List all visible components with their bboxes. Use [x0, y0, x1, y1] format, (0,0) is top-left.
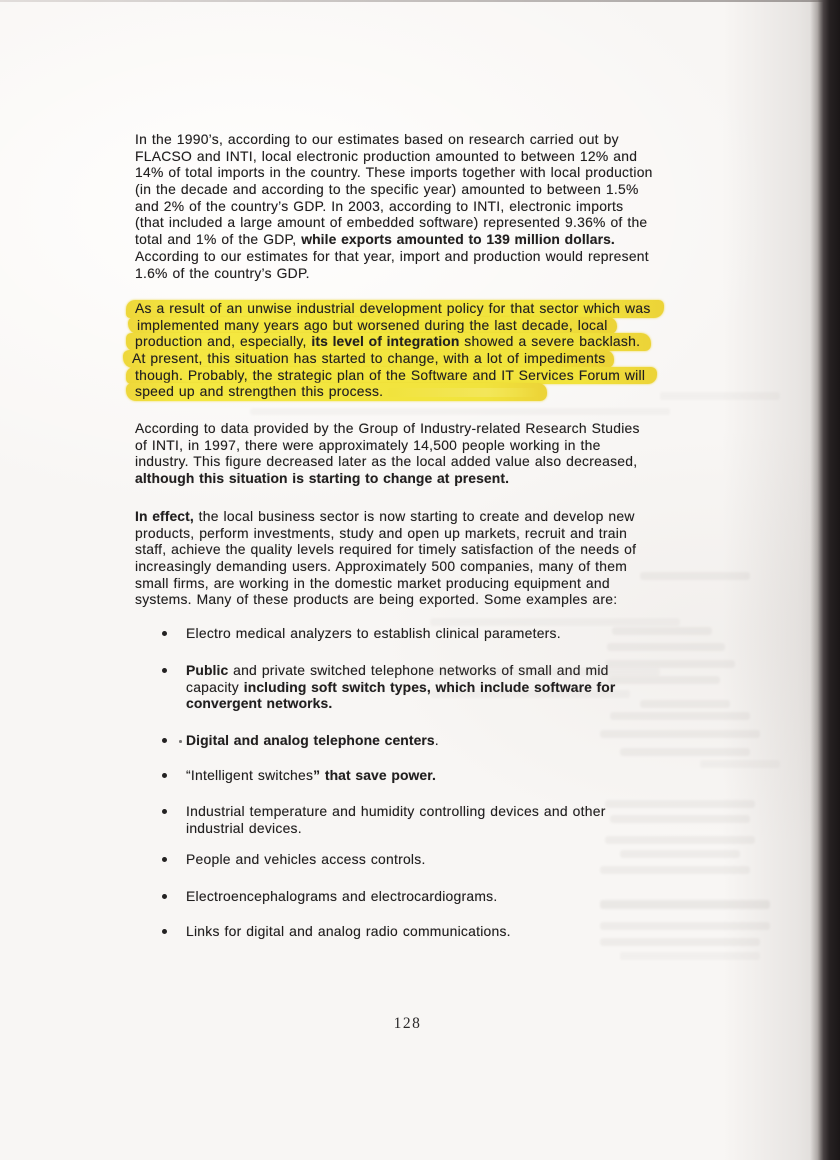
text-run: and 2% of the country’s GDP. In 2003, according to INTI, electronic imports	[135, 197, 624, 214]
bullet-icon	[162, 929, 167, 934]
text-run: industrial devices.	[186, 819, 302, 836]
text-run: In effect,	[135, 508, 194, 524]
bleedthrough-noise	[250, 408, 670, 415]
text-run: speed up and strengthen this process.	[135, 383, 384, 400]
paragraph-highlighted-policy	[132, 300, 695, 400]
bleedthrough-noise	[620, 850, 740, 858]
text-run: and private switched telephone networks of small and mid	[228, 662, 609, 678]
text-line	[126, 383, 695, 400]
text-run: Digital and analog telephone centers	[186, 732, 435, 748]
bleedthrough-noise	[605, 800, 755, 808]
text-run: (in the decade and according to the specific year) amounted to between 1.5%	[135, 181, 639, 198]
text-run: capacity	[186, 678, 244, 695]
scan-gutter-shadow	[810, 0, 840, 1160]
bleedthrough-noise	[600, 730, 760, 738]
text-run: According to our estimates for that year, import and production would represent	[135, 247, 649, 264]
text-line	[135, 591, 695, 608]
bleedthrough-noise	[660, 392, 780, 400]
paragraph-employment-data	[135, 420, 695, 487]
text-run: including soft switch types, which include software for	[243, 678, 616, 695]
text-run: convergent networks.	[186, 695, 333, 712]
text-run: According to data provided by the Group of Industry-related Research Studies	[135, 420, 640, 436]
text-run: industry. This figure decreased later as the local added value also decreased,	[135, 453, 638, 470]
text-line	[135, 148, 695, 165]
text-run: As a result of an unwise industrial development policy for that sector which was	[135, 300, 651, 316]
highlight-marker	[126, 333, 651, 351]
paragraph-production-estimates	[135, 131, 695, 281]
text-line	[135, 248, 695, 265]
bleedthrough-noise	[610, 815, 750, 823]
text-run: the local business sector is now starting to create and develop new	[193, 508, 635, 524]
text-run: In the 1990’s, according to our estimates based on research carried out by	[135, 131, 619, 147]
bullet-icon	[162, 631, 167, 636]
bleedthrough-noise	[608, 676, 720, 684]
text-run: production and, especially,	[135, 333, 312, 350]
bullet-icon	[162, 668, 167, 673]
text-run: its level of integration	[311, 333, 460, 350]
bleedthrough-noise	[600, 938, 760, 946]
bleedthrough-noise	[620, 952, 760, 960]
bleedthrough-noise	[600, 900, 770, 909]
text-run: staff, achieve the quality levels required for timely satisfaction of the needs of	[135, 541, 637, 558]
text-line	[135, 265, 695, 282]
bleedthrough-noise	[605, 836, 755, 844]
text-run: Industrial temperature and humidity controlling devices and other	[186, 803, 606, 819]
bleedthrough-noise	[600, 922, 770, 930]
text-line	[126, 367, 695, 384]
text-line	[135, 575, 695, 592]
text-line	[126, 333, 695, 350]
text-run: small firms, are working in the domestic market producing equipment and	[135, 574, 610, 591]
text-line	[135, 453, 695, 470]
text-run: .	[434, 732, 439, 748]
bleedthrough-noise	[430, 690, 630, 698]
bullet-icon	[162, 857, 167, 862]
text-line	[135, 558, 695, 575]
text-line	[135, 437, 695, 454]
text-run: (that included a large amount of embedded software) represented 9.36% of the	[135, 214, 648, 231]
bullet-icon	[162, 738, 167, 743]
scan-stray-dot	[179, 740, 182, 743]
text-line	[135, 525, 695, 542]
bullet-intelligent-switches	[135, 767, 695, 784]
text-run: Links for digital and analog radio communications.	[186, 923, 511, 939]
bleedthrough-noise	[640, 572, 750, 580]
bleedthrough-noise	[612, 627, 712, 635]
scan-top-edge-shadow	[0, 0, 840, 2]
text-run: People and vehicles access controls.	[186, 851, 426, 867]
bleedthrough-noise	[700, 760, 780, 768]
text-run: while exports amounted to 139 million dollars.	[301, 231, 615, 248]
text-run: implemented many years ago but worsened during the last decade, local	[137, 316, 608, 333]
text-line	[128, 317, 695, 334]
text-line	[126, 300, 695, 317]
text-line	[135, 181, 695, 198]
text-run: although this situation is starting to change at present.	[135, 470, 510, 487]
bleedthrough-noise	[430, 618, 680, 626]
text-run: systems. Many of these products are being exported. Some examples are:	[135, 591, 618, 608]
bleedthrough-noise	[420, 668, 660, 676]
text-line	[186, 767, 695, 784]
text-run: 14% of total imports in the country. These imports together with local production	[135, 164, 653, 181]
text-line	[135, 131, 695, 148]
text-line	[135, 231, 695, 248]
bullet-icon	[162, 809, 167, 814]
paragraph-business-sector	[135, 508, 695, 608]
bleedthrough-noise	[600, 866, 750, 874]
page-number: 128	[393, 1015, 422, 1032]
text-run: At present, this situation has started to change, with a lot of impediments	[132, 350, 606, 367]
bleedthrough-noise	[640, 700, 730, 708]
text-line	[135, 508, 695, 525]
text-run: products, perform investments, study and open up markets, recruit and train	[135, 524, 628, 541]
text-line	[135, 198, 695, 215]
text-run: total and 1% of the GDP,	[135, 231, 302, 248]
bleedthrough-noise	[610, 712, 750, 720]
text-line	[135, 420, 695, 437]
bleedthrough-noise	[607, 643, 725, 651]
highlight-marker	[123, 350, 614, 368]
text-run: Public	[186, 662, 229, 678]
highlight-marker	[128, 317, 617, 335]
text-line	[123, 350, 695, 367]
highlight-marker	[126, 300, 664, 318]
text-line	[135, 470, 695, 487]
text-run: FLACSO and INTI, local electronic production amounted to between 12% and	[135, 147, 638, 164]
highlight-marker	[126, 383, 547, 401]
text-run: ” that save power.	[313, 767, 436, 783]
text-run: increasingly demanding users. Approximately 500 companies, many of them	[135, 558, 628, 575]
bullet-electro-medical	[135, 625, 695, 642]
bleedthrough-noise	[620, 748, 750, 756]
text-line	[135, 541, 695, 558]
bullet-icon	[162, 773, 167, 778]
text-line	[135, 164, 695, 181]
bleedthrough-noise	[605, 660, 735, 668]
highlight-marker	[126, 367, 657, 385]
text-run: Electroencephalograms and electrocardiograms.	[186, 888, 498, 904]
text-run: “Intelligent switches	[186, 767, 314, 783]
bullet-icon	[162, 894, 167, 899]
text-run: though. Probably, the strategic plan of the Software and IT Services Forum will	[135, 366, 646, 383]
text-run: showed a severe backlash.	[459, 333, 641, 350]
text-run: of INTI, in 1997, there were approximately 14,500 people working in the	[135, 436, 601, 453]
text-line	[135, 214, 695, 231]
text-run: 1.6% of the country’s GDP.	[135, 264, 310, 281]
text-run: Electro medical analyzers to establish clinical parameters.	[186, 625, 561, 641]
